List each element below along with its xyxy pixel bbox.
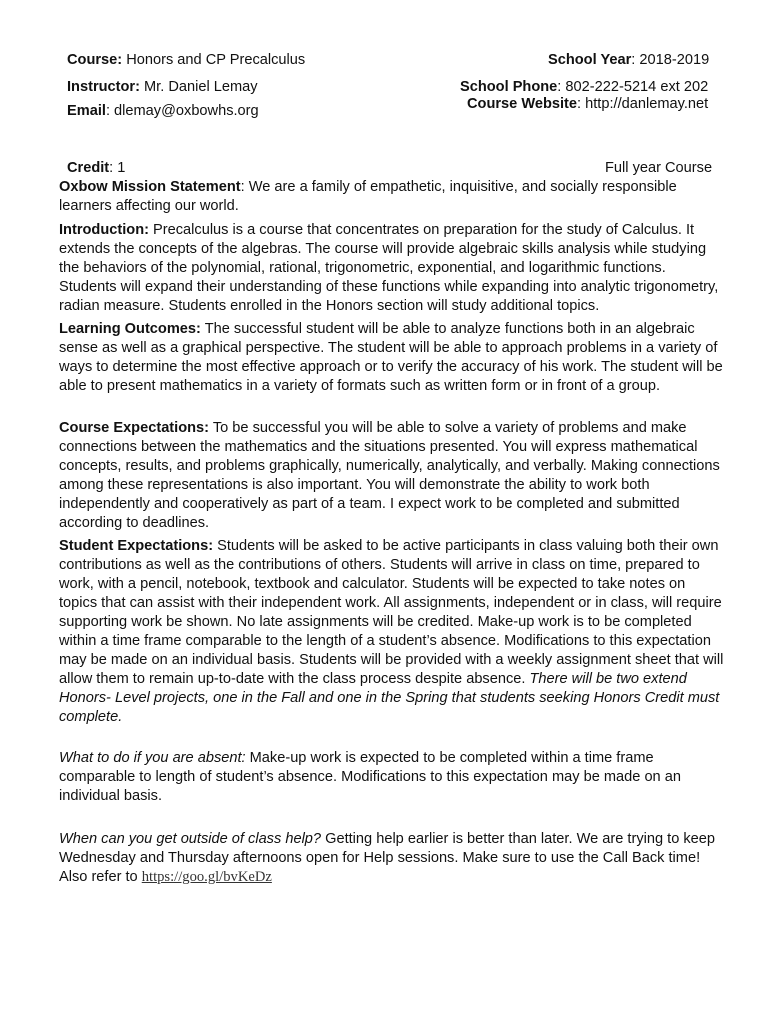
help-section (59, 830, 727, 887)
credit-value: : 1 (109, 160, 126, 176)
course-line (67, 51, 305, 70)
learning-outcomes-section (59, 320, 727, 396)
course-website-value: : http://danlemay.net (577, 96, 709, 112)
learning-outcomes-heading: Learning Outcomes: (59, 321, 201, 337)
introduction-text: Precalculus is a course that concentrates on preparation for the study of Calculus. It extends the concepts of the algebras. The course will provide algebraic skills analysis while studying the behaviors of the polynomial, rational, trigonometric, exponential, and logarithmic functions. Students will expand their understanding of these functions while expanding into analytic trigonometry, radian measure. Students enrolled in the Honors section will study additional topics. (59, 222, 719, 314)
course-label: Course: (67, 52, 123, 68)
course-expectations-heading: Course Expectations: (59, 420, 210, 436)
mission-heading: Oxbow Mission Statement (59, 179, 241, 195)
help-heading: When can you get outside of class help? (59, 831, 322, 847)
credit-line (67, 159, 125, 178)
absent-section (59, 749, 727, 806)
mission-text: : We are a family of empathetic, inquisitive, and socially responsible learners affecting our world. (59, 179, 677, 214)
course-website-line (467, 95, 708, 114)
course-duration: Full year Course (605, 160, 713, 176)
help-link[interactable]: https://goo.gl/bvKeDz (141, 869, 272, 885)
mission-statement (59, 178, 727, 216)
email-value: : dlemay@oxbowhs.org (105, 103, 259, 119)
school-phone-value: : 802-222-5214 ext 202 (557, 79, 709, 95)
email-line (67, 102, 259, 121)
course-expectations-text: To be successful you will be able to solve a variety of problems and make connections between the mathematics and the situations presented. You will express mathematical concepts, results, and problems graphically, numerically, analytically, and verbally. Making connections among these representations is also important. You will demonstrate the ability to work both independently and cooperatively as part of a team. I expect work to be completed and submitted according to deadlines. (59, 420, 720, 531)
school-year-value: : 2018-2019 (631, 52, 710, 68)
course-website-label: Course Website (467, 96, 578, 112)
course-expectations-section (59, 419, 727, 533)
absent-text: Make-up work is expected to be completed within a time frame comparable to length of student’s absence. Modifications to this expectation may be made on an individual basis. (59, 750, 681, 804)
course-value: Honors and CP Precalculus (122, 52, 306, 68)
instructor-label: Instructor: (67, 79, 140, 95)
absent-heading: What to do if you are absent: (59, 750, 246, 766)
instructor-line (67, 78, 258, 97)
introduction-heading: Introduction: (59, 222, 149, 238)
learning-outcomes-text: The successful student will be able to analyze functions both in an algebraic sense as well as a graphical perspective. The student will be able to approach problems in a variety of ways to determine the most effective approach or to verify the accuracy of his work. The student will be able to present mathematics in a variety of formats such as written form or in front of a group. (59, 321, 723, 394)
student-expectations-text: Students will be asked to be active participants in class valuing both their own contributions as well as the contributions of others. Students will arrive in class on time, prepared to work, with a pencil, notebook, textbook and calculator. Students will be expected to take notes on topics that can assist with their independent work. All assignments, independent or in class, will require supporting work be shown. No late assignments will be credited. Make-up work is to be completed within a time frame comparable to the length of a student’s absence. Modifications to this expectation may be made on an individual basis. Students will be provided with a weekly assignment sheet that will allow them to remain up-to-date with the class process despite absence. (59, 538, 724, 687)
email-label: Email (67, 103, 106, 119)
credit-label: Credit (67, 160, 110, 176)
student-expectations-heading: Student Expectations: (59, 538, 214, 554)
instructor-value: Mr. Daniel Lemay (139, 79, 258, 95)
school-phone-label: School Phone (460, 79, 558, 95)
introduction-section (59, 221, 727, 316)
student-expectations-section (59, 537, 727, 727)
school-year-line (548, 51, 709, 70)
honors-projects-note: There will be two extend Honors- Level projects, one in the Fall and one in the Spring that students seeking Honors Credit must complete. (59, 671, 720, 725)
school-year-label: School Year (548, 52, 632, 68)
help-text: Getting help earlier is better than later. We are trying to keep Wednesday and Thursday afternoons open for Help sessions. Make sure to use the Call Back time! Also refer to (59, 831, 716, 885)
